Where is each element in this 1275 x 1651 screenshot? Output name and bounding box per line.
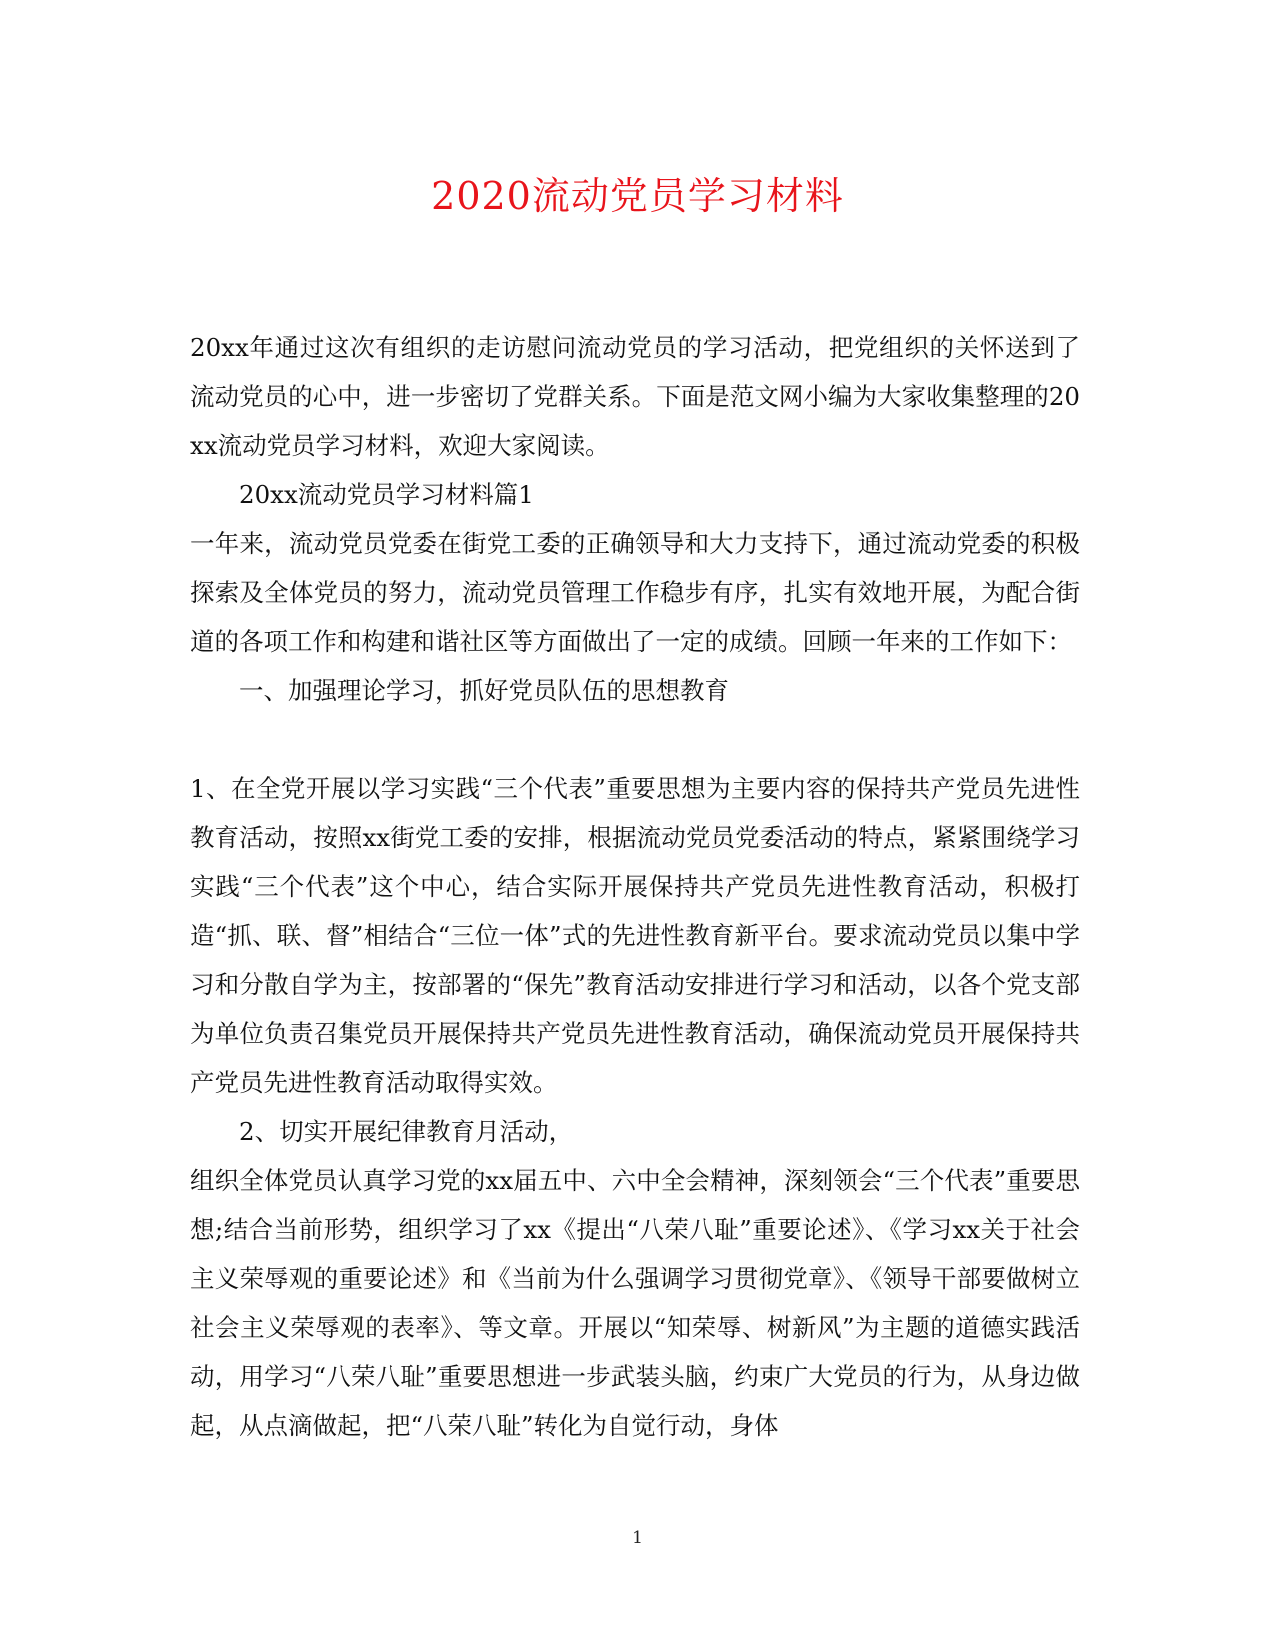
section-heading: 20xx流动党员学习材料篇1: [239, 480, 534, 509]
list-item-heading: 2、切实开展纪律教育月活动，: [239, 1117, 574, 1146]
body-paragraph: 组织全体党员认真学习党的xx届五中、六中全会精神，深刻领会“三个代表”重要思想;结合当前形势，组织学习了xx《提出“八荣八耻”重要论述》、《学习xx关于社会主义荣辱观的重要论述》和《当前为什么强调学习贯彻党章》、《领导干部要做树立社会主义荣辱观的表率》、等文章。开展以“知荣辱、树新风”为主题的道德实践活动，用学习“八荣八耻”重要思想进一步武装头脑，约束广大党员的行为，从身边做起，从点滴做起，把“八荣八耻”转化为自觉行动，身体: [190, 1166, 1080, 1440]
intro-paragraph: 20xx年通过这次有组织的走访慰问流动党员的学习活动，把党组织的关怀送到了流动党员的心中，进一步密切了党群关系。下面是范文网小编为大家收集整理的20xx流动党员学习材料，欢迎大家阅读。: [190, 333, 1080, 460]
body-paragraph: 一年来，流动党员党委在街党工委的正确领导和大力支持下，通过流动党委的积极探索及全体党员的努力，流动党员管理工作稳步有序，扎实有效地开展，为配合街道的各项工作和构建和谐社区等方面做出了一定的成绩。回顾一年来的工作如下：: [190, 529, 1080, 656]
page-number: 1: [632, 1528, 643, 1548]
document-body: [190, 323, 1080, 1450]
subsection-heading: 一、加强理论学习，抓好党员队伍的思想教育: [239, 676, 729, 705]
document-title: 2020流动党员学习材料: [431, 174, 844, 218]
body-paragraph: 1、在全党开展以学习实践“三个代表”重要思想为主要内容的保持共产党员先进性教育活动，按照xx街党工委的安排，根据流动党员党委活动的特点，紧紧围绕学习实践“三个代表”这个中心，结合实际开展保持共产党员先进性教育活动，积极打造“抓、联、督”相结合“三位一体”式的先进性教育新平台。要求流动党员以集中学习和分散自学为主，按部署的“保先”教育活动安排进行学习和活动，以各个党支部为单位负责召集党员开展保持共产党员先进性教育活动，确保流动党员开展保持共产党员先进性教育活动取得实效。: [190, 774, 1080, 1097]
